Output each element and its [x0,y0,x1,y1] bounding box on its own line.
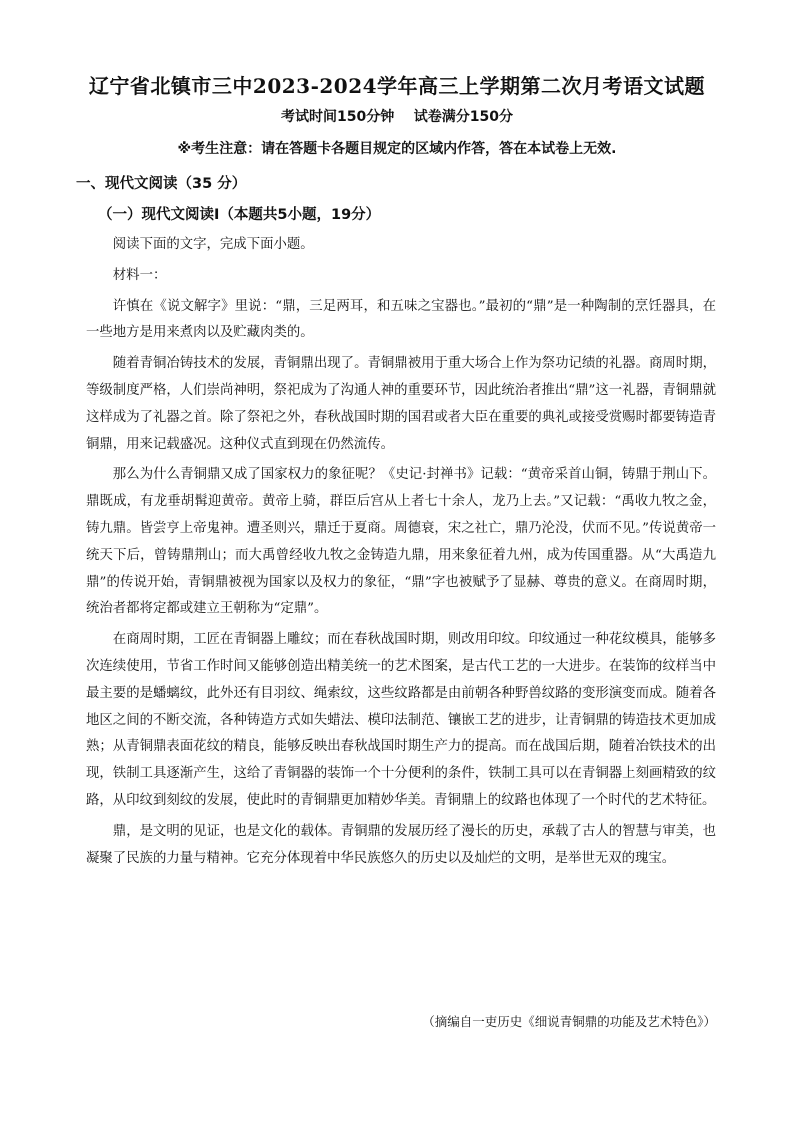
exam-notice: ※考生注意：请在答题卡各题目规定的区域内作答，答在本试卷上无效. [177,141,617,157]
passage-paragraph: 随着青铜冶铸技术的发展，青铜鼎出现了。青铜鼎被用于重大场合上作为祭功记绩的礼器。商周时期，等级制度严格，人们崇尚神明，祭祀成为了沟通人神的重要环节，因此统治者推出“鼎”这一礼器，青铜鼎就这样成为了礼器之首。除了祭祀之外，春秋战国时期的国君或者大臣在重要的典礼或接受赏赐时都要铸造青铜鼎，用来记载盛况。这种仪式直到现在仍然流传。 [86,356,716,452]
passage-paragraph: 鼎，是文明的见证，也是文化的载体。青铜鼎的发展历经了漫长的历史，承载了古人的智慧与审美，也凝聚了民族的力量与精神。它充分体现着中华民族悠久的历史以及灿烂的文明，是举世无双的瑰宝。 [86,823,716,866]
exam-time-and-score: 考试时间150分钟 试卷满分150分 [281,109,513,125]
exam-title: 辽宁省北镇市三中2023-2024学年高三上学期第二次月考语文试题 [88,74,706,98]
reading-passage [86,232,716,876]
passage-paragraph: 在商周时期，工匠在青铜器上雕纹；而在春秋战国时期，则改用印纹。印纹通过一种花纹模具，能够多次连续使用，节省工作时间又能够创造出精美统一的艺术图案，是古代工艺的一大进步。在装饰的纹样当中最主要的是蟠螭纹，此外还有目羽纹、绳索纹，这些纹路都是由前朝各种野兽纹路的变形演变而成。随着各地区之间的不断交流，各种铸造方式如失蜡法、模印法制范、镶嵌工艺的进步，让青铜鼎的铸造技术更加成熟；从青铜鼎表面花纹的精良，能够反映出春秋战国时期生产力的提高。而在战国后期，随着冶铁技术的出现，铁制工具逐渐产生，这给了青铜器的装饰一个十分便利的条件，铁制工具可以在青铜器上刻画精致的纹路，从印纹到刻纹的发展，使此时的青铜鼎更加精妙华美。青铜鼎上的纹路也体现了一个时代的艺术特征。 [86,632,716,808]
passage-paragraph: 那么为什么青铜鼎又成了国家权力的象征呢？《史记·封禅书》记载：“黄帝采首山铜，铸鼎于荆山下。鼎既成，有龙垂胡髯迎黄帝。黄帝上骑，群臣后宫从上者七十余人，龙乃上去。”又记载：“禹收九牧之金，铸九鼎。皆尝亨上帝鬼神。遭圣则兴，鼎迁于夏商。周德衰，宋之社亡，鼎乃沦没，伏而不见。”传说黄帝一统天下后，曾铸鼎荆山；而大禹曾经收九牧之金铸造九鼎，用来象征着九州，成为传国重器。从“大禹造九鼎”的传说开始，青铜鼎被视为国家以及权力的象征，“鼎”字也被赋予了显赫、尊贵的意义。在商周时期，统治者都将定都或建立王朝称为“定鼎”。 [86,467,716,617]
subsection-heading: （一）现代文阅读Ⅰ（本题共5小题，19分） [98,207,381,223]
section-heading: 一、现代文阅读（35 分） [76,176,247,192]
passage-paragraph: 许慎在《说文解字》里说：“鼎，三足两耳，和五味之宝器也。”最初的“鼎”是一种陶制的烹饪器具，在一些地方是用来煮肉以及贮藏肉类的。 [86,298,716,341]
material-label: 材料一： [112,267,167,283]
source-citation: （摘编自一吏历史《细说青铜鼎的功能及艺术特色》） [422,1014,716,1029]
instruction-text: 阅读下面的文字，完成下面小题。 [112,237,314,252]
